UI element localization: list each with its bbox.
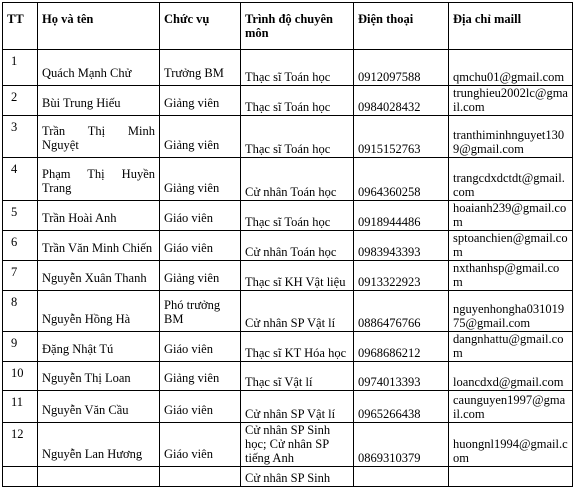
staff-email <box>453 485 568 486</box>
staff-position: Giáo viên <box>164 403 213 417</box>
staff-position: Trưởng BM <box>164 66 224 80</box>
staff-qualification-cell <box>241 362 354 391</box>
row-number-cell <box>3 116 38 158</box>
staff-email: nxthanhsp@gmail.com <box>453 261 560 289</box>
staff-phone-cell <box>354 291 449 332</box>
staff-name: Nguyễn Hồng Hà <box>42 312 131 326</box>
staff-qualification-cell <box>241 86 354 116</box>
staff-position-cell <box>160 467 241 487</box>
staff-email-cell <box>449 201 573 231</box>
staff-name-cell <box>38 50 160 86</box>
staff-qualification-cell <box>241 291 354 332</box>
staff-email: hoaianh239@gmail.com <box>453 201 567 229</box>
row-number: 7 <box>11 265 18 279</box>
staff-qualification-cell <box>241 467 354 487</box>
staff-qualification-cell <box>241 50 354 86</box>
staff-qualification-cell <box>241 116 354 158</box>
row-number: 11 <box>11 395 24 409</box>
staff-qualification: Cử nhân SP Vật lí <box>245 316 336 330</box>
table-row <box>3 332 573 362</box>
staff-email: nguyenhongha03101975@gmail.com <box>453 302 565 330</box>
row-number-cell <box>3 391 38 423</box>
staff-name-cell <box>38 332 160 362</box>
staff-position: Giảng viên <box>164 181 220 195</box>
header-tt: TT <box>3 3 38 50</box>
staff-qualification: Thạc sĩ Toán học <box>245 100 331 114</box>
table-row <box>3 467 573 487</box>
staff-name-cell <box>38 201 160 231</box>
staff-email-cell <box>449 291 573 332</box>
header-qualification: Trình độ chuyên môn <box>241 3 354 50</box>
staff-email: trangcdxdctdt@gmail.com <box>453 171 565 199</box>
staff-position-cell <box>160 362 241 391</box>
staff-position-cell <box>160 50 241 86</box>
row-number: 10 <box>11 366 24 380</box>
row-number-cell <box>3 201 38 231</box>
staff-email-cell <box>449 423 573 467</box>
row-number: 8 <box>11 295 18 309</box>
staff-table <box>2 2 573 487</box>
staff-phone: 0984028432 <box>358 100 421 114</box>
staff-phone: 0869310379 <box>358 451 421 465</box>
staff-email-cell <box>449 467 573 487</box>
staff-phone: 0918944486 <box>358 215 421 229</box>
staff-name-cell <box>38 467 160 487</box>
staff-email-cell <box>449 362 573 391</box>
staff-name-cell <box>38 261 160 291</box>
row-number: 9 <box>11 336 18 350</box>
staff-qualification-cell <box>241 261 354 291</box>
staff-qualification: Thạc sĩ Toán học <box>245 70 331 84</box>
staff-phone: 0886476766 <box>358 316 421 330</box>
staff-name-cell <box>38 231 160 261</box>
staff-name: Đặng Nhật Tú <box>42 342 114 356</box>
staff-name-cell <box>38 291 160 332</box>
staff-qualification: Cử nhân SP Sinh học; Cử nhân SP tiếng Anh <box>245 423 331 465</box>
staff-position-cell <box>160 391 241 423</box>
staff-phone: 0974013393 <box>358 375 421 389</box>
staff-qualification-cell <box>241 231 354 261</box>
staff-qualification: Cử nhân SP Sinh <box>245 471 331 485</box>
staff-position-cell <box>160 261 241 291</box>
table-row <box>3 50 573 86</box>
staff-phone-cell <box>354 423 449 467</box>
staff-email: huongnl1994@gmail.com <box>453 437 568 465</box>
table-row <box>3 423 573 467</box>
staff-phone: 0968686212 <box>358 346 421 360</box>
staff-position: Giáo viên <box>164 447 213 461</box>
staff-position-cell <box>160 86 241 116</box>
staff-qualification: Thạc sĩ KH Vật liệu <box>245 275 346 289</box>
header-email: Địa chỉ maill <box>449 3 573 50</box>
staff-phone: 0964360258 <box>358 185 421 199</box>
staff-qualification-cell <box>241 423 354 467</box>
staff-phone-cell <box>354 158 449 201</box>
header-row <box>3 3 573 50</box>
row-number: 12 <box>11 427 24 441</box>
staff-phone-cell <box>354 332 449 362</box>
staff-position-cell <box>160 116 241 158</box>
row-number-cell <box>3 467 38 487</box>
staff-qualification-cell <box>241 201 354 231</box>
staff-email-cell <box>449 158 573 201</box>
staff-phone-cell <box>354 116 449 158</box>
staff-phone-cell <box>354 50 449 86</box>
row-number-cell <box>3 50 38 86</box>
row-number-cell <box>3 291 38 332</box>
staff-email: trunghieu2002lc@gmail.com <box>453 86 568 114</box>
row-number-cell <box>3 231 38 261</box>
staff-name-cell <box>38 391 160 423</box>
row-number-cell <box>3 423 38 467</box>
staff-email: qmchu01@gmail.com <box>453 70 565 84</box>
row-number-cell <box>3 332 38 362</box>
row-number: 5 <box>11 205 18 219</box>
header-name: Họ và tên <box>38 3 160 50</box>
staff-email: sptoanchien@gmail.com <box>453 231 568 259</box>
staff-phone-cell <box>354 261 449 291</box>
staff-phone: 0913322923 <box>358 275 421 289</box>
staff-name: Nguyễn Xuân Thanh <box>42 271 147 285</box>
staff-qualification-cell <box>241 332 354 362</box>
row-number: 6 <box>11 235 18 249</box>
staff-email-cell <box>449 86 573 116</box>
staff-email-cell <box>449 116 573 158</box>
row-number-cell <box>3 261 38 291</box>
header-phone: Điện thoại <box>354 3 449 50</box>
table-row <box>3 231 573 261</box>
staff-phone: 0912097588 <box>358 70 421 84</box>
staff-phone-cell <box>354 391 449 423</box>
staff-email-cell <box>449 261 573 291</box>
staff-email-cell <box>449 231 573 261</box>
staff-name-cell <box>38 116 160 158</box>
header-position: Chức vụ <box>160 3 241 50</box>
staff-qualification-cell <box>241 391 354 423</box>
staff-email: dangnhattu@gmail.com <box>453 332 564 360</box>
staff-position: Phó trưởng BM <box>164 298 221 326</box>
row-number: 4 <box>11 162 18 176</box>
staff-name: Bùi Trung Hiếu <box>42 96 121 110</box>
staff-name-cell <box>38 158 160 201</box>
staff-email: tranthiminhnguyet1309@gmail.com <box>453 128 565 156</box>
staff-qualification: Cử nhân Toán học <box>245 185 337 199</box>
staff-name: Trần Văn Minh Chiến <box>42 241 153 255</box>
staff-name: Quách Mạnh Chử <box>42 66 132 80</box>
row-number-cell <box>3 158 38 201</box>
staff-email-cell <box>449 50 573 86</box>
staff-position-cell <box>160 423 241 467</box>
staff-qualification: Thạc sĩ Toán học <box>245 142 331 156</box>
staff-phone-cell <box>354 467 449 487</box>
row-number-cell <box>3 86 38 116</box>
row-number-cell <box>3 362 38 391</box>
staff-position: Giảng viên <box>164 138 220 152</box>
table-row <box>3 86 573 116</box>
table-row <box>3 116 573 158</box>
staff-qualification: Thạc sĩ Vật lí <box>245 375 313 389</box>
staff-name: Phạm Thị Huyền Trang <box>42 167 155 195</box>
staff-name-cell <box>38 86 160 116</box>
staff-email: loancdxd@gmail.com <box>453 375 564 389</box>
staff-qualification: Cử nhân Toán học <box>245 245 337 259</box>
staff-position: Giáo viên <box>164 342 213 356</box>
table-row <box>3 261 573 291</box>
staff-position: Giảng viên <box>164 96 220 110</box>
staff-qualification-cell <box>241 158 354 201</box>
staff-phone-cell <box>354 86 449 116</box>
staff-position <box>164 481 236 486</box>
staff-phone-cell <box>354 362 449 391</box>
staff-position-cell <box>160 291 241 332</box>
staff-phone <box>358 485 444 486</box>
row-number: 1 <box>11 54 18 68</box>
staff-phone-cell <box>354 201 449 231</box>
table-row <box>3 158 573 201</box>
staff-position: Giảng viên <box>164 371 220 385</box>
staff-name: Nguyễn Lan Hương <box>42 447 143 461</box>
staff-position: Giáo viên <box>164 241 213 255</box>
staff-position-cell <box>160 201 241 231</box>
staff-phone: 0983943393 <box>358 245 421 259</box>
staff-name-cell <box>38 423 160 467</box>
staff-name <box>42 481 155 486</box>
staff-email: caunguyen1997@gmail.com <box>453 393 566 421</box>
table-row <box>3 391 573 423</box>
staff-qualification: Thạc sĩ KT Hóa học <box>245 346 347 360</box>
staff-email-cell <box>449 391 573 423</box>
staff-name: Nguyễn Thị Loan <box>42 371 131 385</box>
staff-qualification: Cử nhân SP Vật lí <box>245 407 336 421</box>
staff-qualification: Thạc sĩ Toán học <box>245 215 331 229</box>
staff-name: Trần Thị Minh Nguyệt <box>42 124 155 152</box>
staff-name: Nguyễn Văn Cầu <box>42 403 129 417</box>
table-row <box>3 201 573 231</box>
table-body <box>3 50 573 487</box>
staff-position-cell <box>160 332 241 362</box>
staff-phone-cell <box>354 231 449 261</box>
staff-position: Giáo viên <box>164 211 213 225</box>
staff-phone: 0965266438 <box>358 407 421 421</box>
staff-position: Giảng viên <box>164 271 220 285</box>
staff-phone: 0915152763 <box>358 142 421 156</box>
table-row <box>3 362 573 391</box>
staff-position-cell <box>160 158 241 201</box>
row-number: 2 <box>11 90 18 104</box>
staff-position-cell <box>160 231 241 261</box>
staff-email-cell <box>449 332 573 362</box>
table-row <box>3 291 573 332</box>
row-number: 3 <box>11 120 18 134</box>
staff-name-cell <box>38 362 160 391</box>
staff-name: Trần Hoài Anh <box>42 211 117 225</box>
table-header <box>3 3 573 50</box>
